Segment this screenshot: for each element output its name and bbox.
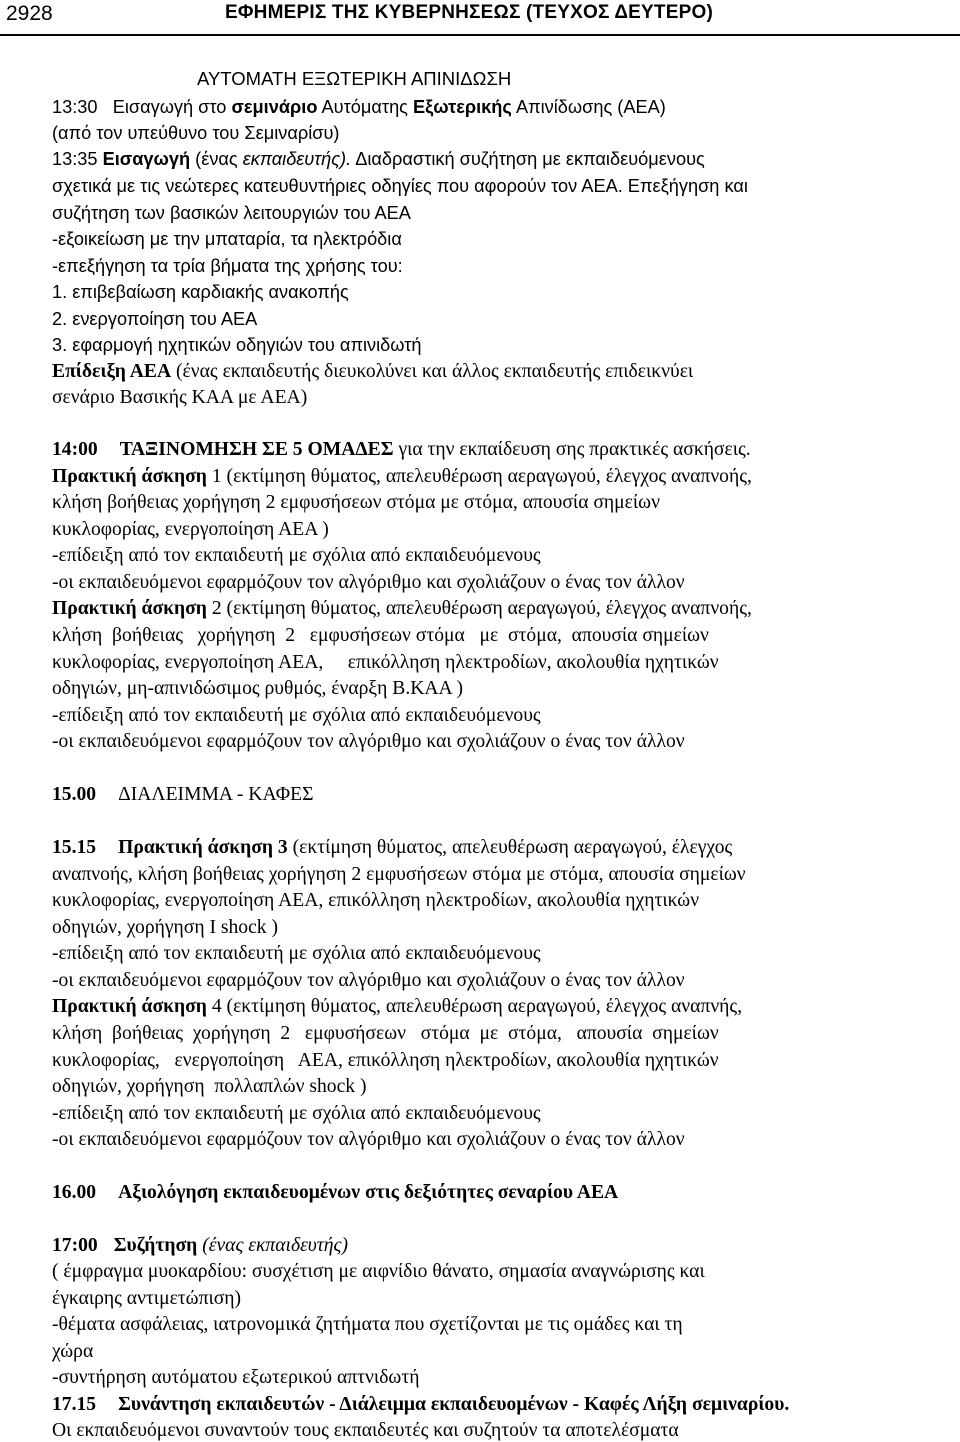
bold-text: Πρακτική άσκηση xyxy=(52,598,207,619)
text-line: κυκλοφορίας, ενεργοποίηση ΑΕΑ, επικόλληση ηλεκτροδίων, ακολουθία ηχητικών xyxy=(52,890,700,911)
text: 4 (εκτίμηση θύματος, απελευθέρωση αεραγωγού, έλεγχος αναπνής, xyxy=(211,996,743,1017)
text: Εισαγωγή στο xyxy=(112,97,227,117)
practice-1 xyxy=(52,466,752,488)
time-13-35: 13:35 xyxy=(52,149,98,169)
line-15-15 xyxy=(52,837,732,859)
line-17-00 xyxy=(52,1235,348,1257)
time-16-00: 16.00 xyxy=(52,1182,97,1203)
text-line: κυκλοφορίας, ενεργοποίηση ΑΕΑ ) xyxy=(52,519,329,540)
text-line: σενάριο Βασικής ΚΑΑ με ΑΕΑ) xyxy=(52,387,308,408)
text: 1 (εκτίμηση θύματος, απελευθέρωση αεραγωγού, έλεγχος αναπνοής, xyxy=(211,466,752,487)
time-15-00: 15.00 xyxy=(52,784,97,805)
bold-text: Αξιολόγηση εκπαιδευομένων στις δεξιότητες σεναρίου ΑΕΑ xyxy=(118,1182,619,1203)
page-number: 2928 xyxy=(6,2,53,25)
bold-text: Πρακτική άσκηση xyxy=(52,466,207,487)
text-line: -θέματα ασφάλειας, ιατρονομικά ζητήματα που σχετίζονται με τις ομάδες και τη xyxy=(52,1314,683,1335)
text-line: οδηγιών, χορήγηση Ι shock ) xyxy=(52,917,279,938)
bold-text: σεμινάριο xyxy=(231,97,318,117)
italic-text: (ένας εκπαιδευτής) xyxy=(202,1235,348,1256)
list-item: 2. ενεργοποίηση του ΑΕΑ xyxy=(52,309,258,329)
text-line: κλήση βοήθειας χορήγηση 2 εμφυσήσεων στόμα με στόμα, απουσία σημείων xyxy=(52,1023,719,1044)
text-line: κυκλοφορίας, ενεργοποίηση ΑΕΑ, επικόλληση ηλεκτροδίων, ακολουθία ηχητικών xyxy=(52,652,719,673)
text-line: κυκλοφορίας, ενεργοποίηση ΑΕΑ, επικόλληση ηλεκτροδίων, ακολουθία ηχητικών xyxy=(52,1050,719,1071)
text-line: χώρα xyxy=(52,1341,94,1362)
line-13-30 xyxy=(52,96,666,118)
header-rule xyxy=(0,34,960,36)
list-item: 3. εφαρμογή ηχητικών οδηγιών του απινιδωτή xyxy=(52,335,422,355)
bold-text: Συζήτηση xyxy=(113,1235,198,1256)
text-line: (από τον υπεύθυνο του Σεμιναρίσυ) xyxy=(52,123,340,143)
text: για την εκπαίδευση σης πρακτικές ασκήσεις. xyxy=(398,439,751,460)
text-line: συζήτηση των βασικών λειτουργιών του ΑΕΑ xyxy=(52,203,411,223)
line-17-15 xyxy=(52,1394,789,1416)
text: Απινίδωσης (ΑΕΑ) xyxy=(515,97,666,117)
demo-line xyxy=(52,361,693,383)
bold-text: Συνάντηση εκπαιδευτών - Διάλειμμα εκπαιδευομένων - Καφές Λήξη σεμιναρίου. xyxy=(118,1394,790,1415)
text: 2 (εκτίμηση θύματος, απελευθέρωση αεραγωγού, έλεγχος αναπνοής, xyxy=(211,598,752,619)
line-15-00 xyxy=(52,784,314,806)
text-line: αναπνοής, κλήση βοήθειας χορήγηση 2 εμφυσήσεων στόμα με στόμα, απουσία σημείων xyxy=(52,864,746,885)
text-line: -οι εκπαιδευόμενοι εφαρμόζουν τον αλγόριθμο και σχολιάζουν ο ένας τον άλλον xyxy=(52,970,685,991)
text-line: -επίδειξη από τον εκπαιδευτή με σχόλια από εκπαιδευόμενους xyxy=(52,705,541,726)
text-line: -επίδειξη από τον εκπαιδευτή με σχόλια από εκπαιδευόμενους xyxy=(52,545,541,566)
section-title: ΑΥΤΟΜΑΤΗ ΕΞΩΤΕΡΙΚΗ ΑΠΙΝΙΔΩΣΗ xyxy=(197,68,512,89)
gazette-title: ΕΦΗΜΕΡΙΣ ΤΗΣ ΚΥΒΕΡΝΗΣΕΩΣ (ΤΕΥΧΟΣ ΔΕΥΤΕΡΟ) xyxy=(225,2,713,23)
text: Αυτόματης xyxy=(321,97,408,117)
line-14-00 xyxy=(52,439,751,461)
line-16-00 xyxy=(52,1182,618,1204)
time-17-15: 17.15 xyxy=(52,1394,97,1415)
text-line: Οι εκπαιδευόμενοι συναντούν τους εκπαιδευτές και συζητούν τα αποτελέσματα xyxy=(52,1420,679,1441)
time-13-30: 13:30 xyxy=(52,97,98,117)
text-line: -συντήρηση αυτόματου εξωτερικού απτνιδωτή xyxy=(52,1367,420,1388)
text-line: ( έμφραγμα μυοκαρδίου: συσχέτιση με αιφνίδιο θάνατο, σημασία αναγνώρισης και xyxy=(52,1261,705,1282)
line-13-35 xyxy=(52,148,705,170)
text-line: κλήση βοήθειας χορήγηση 2 εμφυσήσεων στόμα με στόμα, απουσία σημείων xyxy=(52,625,709,646)
practice-2 xyxy=(52,598,752,620)
time-14-00: 14:00 xyxy=(52,439,98,460)
text-line: -εξοικείωση με την μπαταρία, τα ηλεκτρόδια xyxy=(52,229,402,249)
text-line: -οι εκπαιδευόμενοι εφαρμόζουν τον αλγόριθμο και σχολιάζουν ο ένας τον άλλον xyxy=(52,572,685,593)
time-15-15: 15.15 xyxy=(52,837,97,858)
bold-text: Πρακτική άσκηση 3 xyxy=(118,837,288,858)
text-line: -οι εκπαιδευόμενοι εφαρμόζουν τον αλγόριθμο και σχολιάζουν ο ένας τον άλλον xyxy=(52,731,685,752)
list-item: 1. επιβεβαίωση καρδιακής ανακοπής xyxy=(52,282,349,302)
bold-text: Εξωτερικής xyxy=(413,97,512,117)
text-line: -επεξήγηση τα τρία βήματα της χρήσης του: xyxy=(52,256,403,276)
practice-4 xyxy=(52,996,742,1018)
time-17-00: 17:00 xyxy=(52,1235,98,1256)
bold-text: Επίδειξη ΑΕΑ xyxy=(52,361,172,382)
italic-text: εκπαιδευτής). xyxy=(242,149,352,169)
text: Διαδραστική συζήτηση με εκπαιδευόμενους xyxy=(355,149,705,169)
text-line: οδηγιών, μη-απινιδώσιμος ρυθμός, έναρξη Β.ΚΑΑ ) xyxy=(52,678,464,699)
text: (ένας εκπαιδευτής διευκολύνει και άλλος εκπαιδευτής επιδεικνύει xyxy=(176,361,694,382)
text: (ένας xyxy=(195,149,238,169)
text-line: -επίδειξη από τον εκπαιδευτή με σχόλια από εκπαιδευόμενους xyxy=(52,943,541,964)
bold-text: Εισαγωγή xyxy=(102,149,191,169)
text-line: -επίδειξη από τον εκπαιδευτή με σχόλια από εκπαιδευόμενους xyxy=(52,1103,541,1124)
bold-text: Πρακτική άσκηση xyxy=(52,996,207,1017)
text: (εκτίμηση θύματος, απελευθέρωση αεραγωγού, έλεγχος xyxy=(292,837,733,858)
text-line: έγκαιρης αντιμετώπιση) xyxy=(52,1288,242,1309)
text-line: κλήση βοήθειας χορήγηση 2 εμφυσήσεων στόμα με στόμα, απουσία σημείων xyxy=(52,492,660,513)
bold-text: ΤΑΞΙΝΟΜΗΣΗ ΣΕ 5 ΟΜΑΔΕΣ xyxy=(119,439,394,460)
text-line: -οι εκπαιδευόμενοι εφαρμόζουν τον αλγόριθμο και σχολιάζουν ο ένας τον άλλον xyxy=(52,1129,685,1150)
page-header xyxy=(0,0,960,34)
text-line: σχετικά με τις νεώτερες κατευθυντήριες οδηγίες που αφορούν τον ΑΕΑ. Επεξήγηση και xyxy=(52,176,748,196)
text-line: οδηγιών, χορήγηση πολλαπλών shock ) xyxy=(52,1076,367,1097)
text: ΔΙΑΛΕΙΜΜΑ - ΚΑΦΕΣ xyxy=(118,784,314,805)
